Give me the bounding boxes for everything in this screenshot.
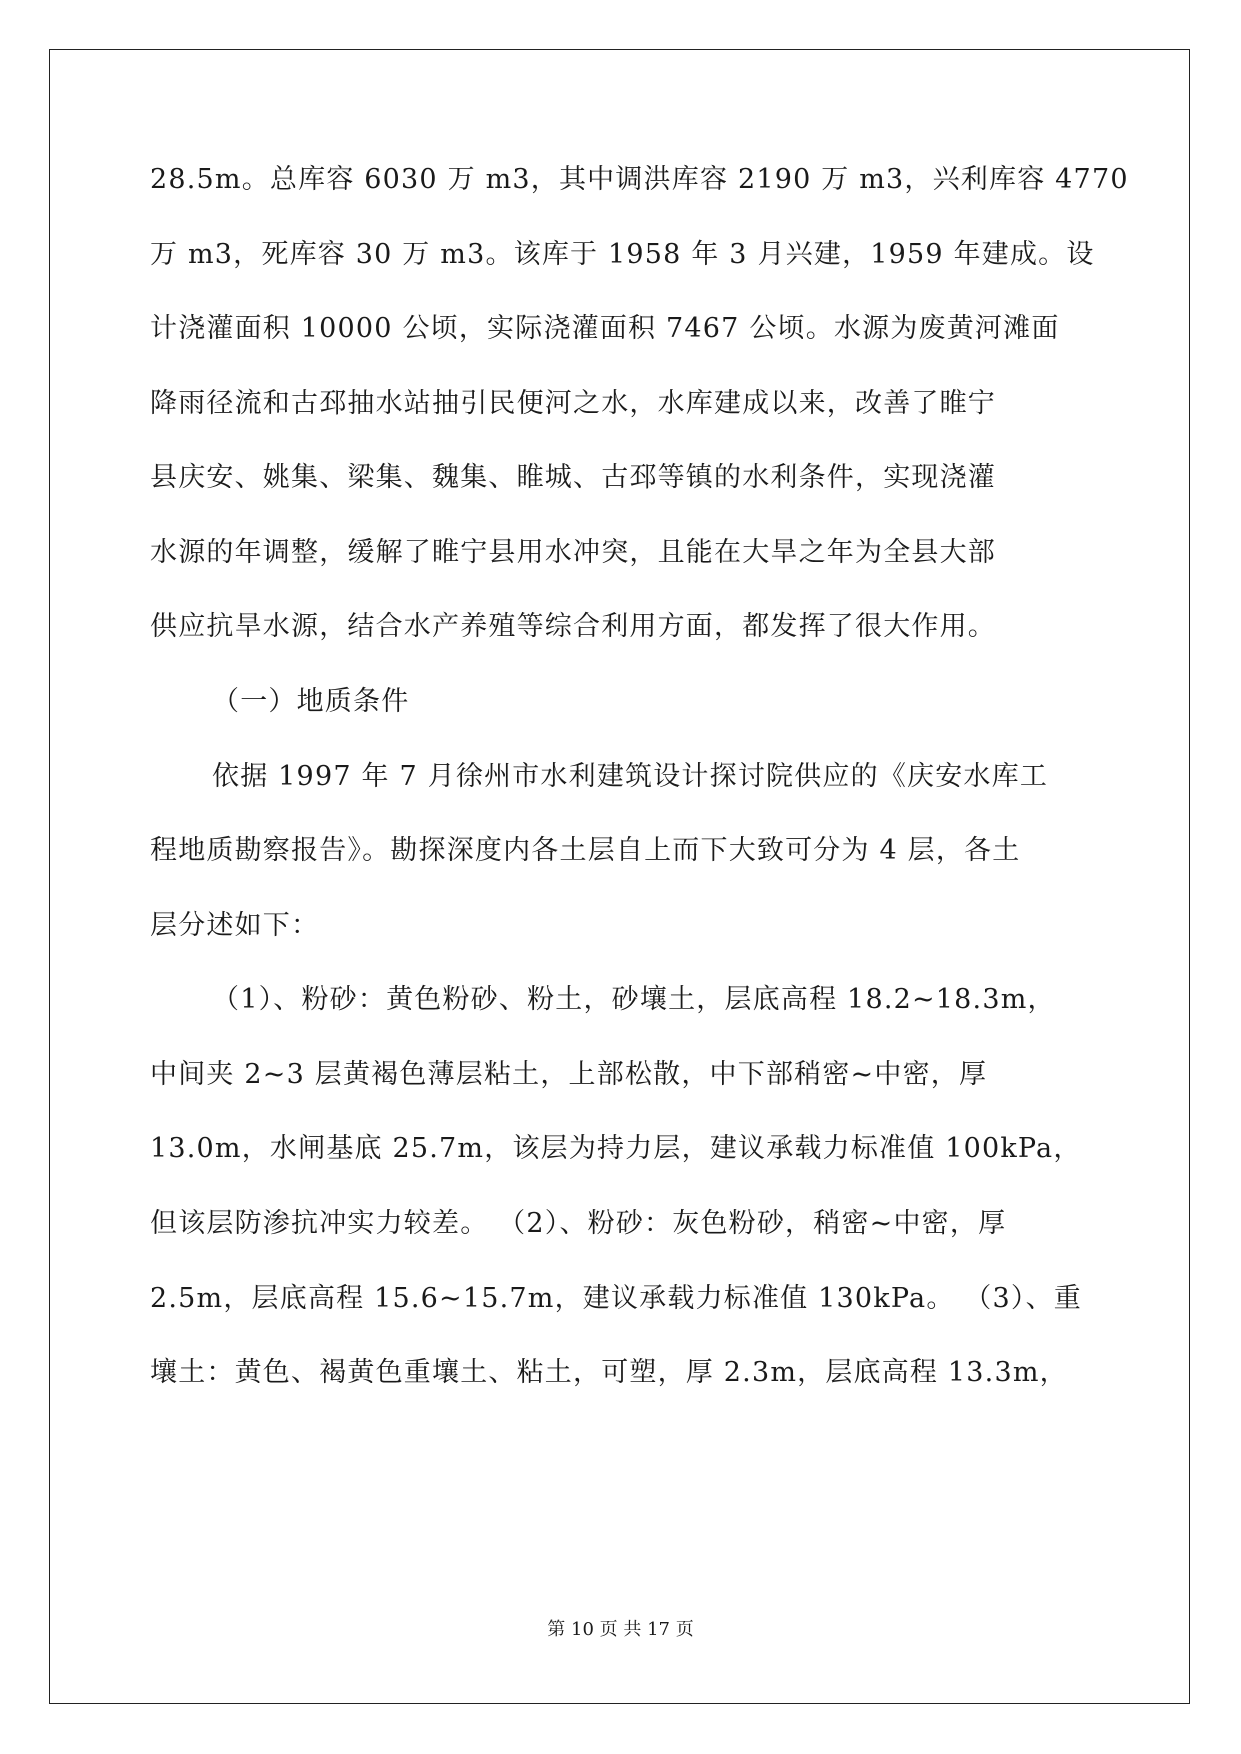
text-line: 降雨径流和古邳抽水站抽引民便河之水，水库建成以来，改善了睢宁 [150, 388, 996, 419]
text-line: 供应抗旱水源，结合水产养殖等综合利用方面，都发挥了很大作用。 [150, 611, 996, 642]
text-line: 2.5m，层底高程 15.6~15.7m，建议承载力标准值 130kPa。 （3）、重 [150, 1283, 1082, 1314]
text-line: （1）、粉砂：黄色粉砂、粉土，砂壤土，层底高程 18.2~18.3m， [212, 984, 1056, 1015]
text-line: 28.5m。总库容 6030 万 m3，其中调洪库容 2190 万 m3，兴利库容 4770 [150, 164, 1129, 195]
text-line: 但该层防渗抗冲实力较差。 （2）、粉砂：灰色粉砂，稍密~中密，厚 [150, 1208, 1007, 1239]
page-border [49, 49, 1190, 1704]
text-line: 县庆安、姚集、梁集、魏集、睢城、古邳等镇的水利条件，实现浇灌 [150, 462, 996, 493]
text-line: 依据 1997 年 7 月徐州市水利建筑设计探讨院供应的《庆安水库工 [212, 761, 1049, 792]
text-line: 水源的年调整，缓解了睢宁县用水冲突，且能在大旱之年为全县大部 [150, 537, 996, 568]
page-number: 第 10 页 共 17 页 [547, 1619, 694, 1640]
section-heading: （一）地质条件 [212, 686, 410, 717]
text-line: 13.0m，水闸基底 25.7m，该层为持力层，建议承载力标准值 100kPa， [150, 1133, 1082, 1164]
text-line: 程地质勘察报告》。勘探深度内各土层自上而下大致可分为 4 层，各土 [150, 835, 1021, 866]
text-line: 计浇灌面积 10000 公顷，实际浇灌面积 7467 公顷。水源为废黄河滩面 [150, 313, 1060, 344]
text-line: 万 m3，死库容 30 万 m3。该库于 1958 年 3 月兴建，1959 年建成。设 [150, 239, 1095, 270]
text-line: 壤土：黄色、褐黄色重壤土、粘土，可塑，厚 2.3m，层底高程 13.3m， [150, 1357, 1068, 1388]
text-line: 中间夹 2~3 层黄褐色薄层粘土，上部松散，中下部稍密~中密，厚 [150, 1059, 988, 1090]
text-line: 层分述如下： [150, 910, 320, 941]
